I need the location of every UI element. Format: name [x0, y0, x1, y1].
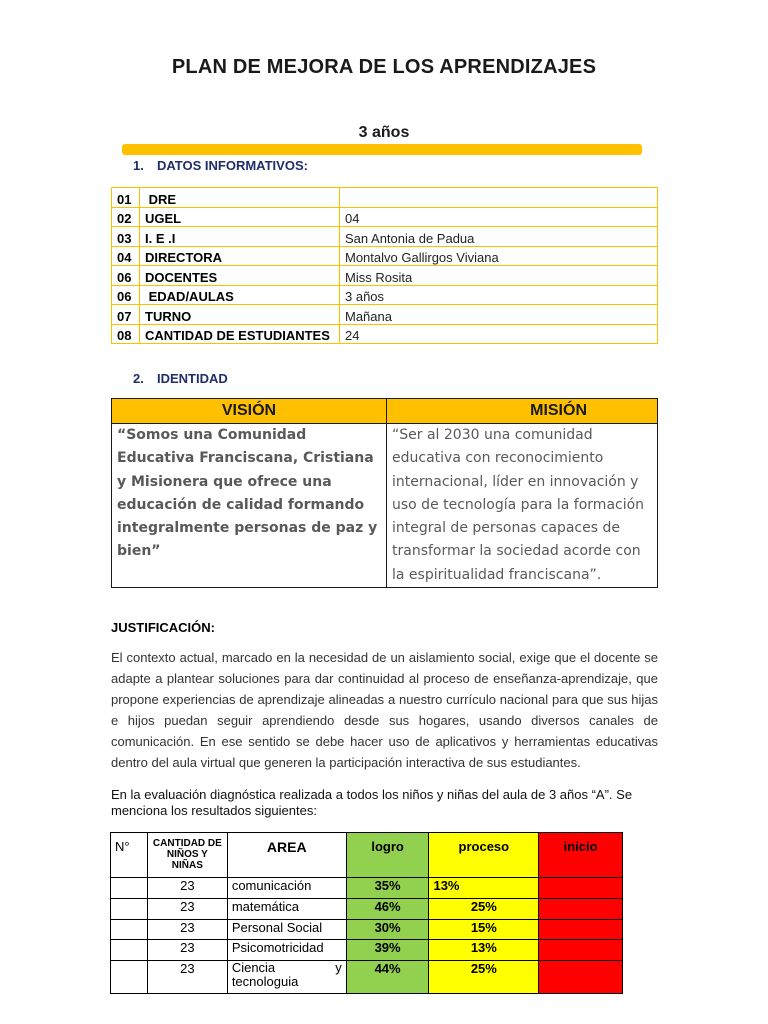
table-row	[112, 227, 658, 247]
section-heading-datos	[133, 158, 308, 173]
cell-cantidad: 23	[147, 878, 227, 899]
document-subtitle: 3 años	[358, 124, 410, 141]
mision-header: MISIÓN	[387, 399, 658, 424]
cell-area: Psicomotricidad	[227, 940, 346, 961]
cell-area: matemática	[227, 898, 346, 919]
row-label: I. E .I	[140, 227, 340, 247]
row-value: 24	[340, 324, 658, 344]
table-row	[112, 207, 658, 227]
row-value: Montalvo Gallirgos Viviana	[340, 246, 658, 266]
cell-inicio	[539, 940, 623, 961]
cell-logro: 30%	[346, 919, 429, 940]
table-row	[111, 898, 623, 919]
cell-logro: 39%	[346, 940, 429, 961]
row-value: Miss Rosita	[340, 266, 658, 286]
row-value	[340, 188, 658, 208]
vision-text: “Somos una Comunidad Educativa Franciscana, Cristiana y Misionera que ofrece una educación de calidad formando integralmente personas de paz y bien”	[112, 424, 387, 588]
cell-area: Ciencia y tecnologuia	[227, 961, 346, 994]
header-cantidad: CANTIDAD DE NIÑOS Y NIÑAS	[147, 833, 227, 878]
header-n: N°	[111, 833, 148, 878]
cell-cantidad: 23	[147, 898, 227, 919]
cell-logro: 44%	[346, 961, 429, 994]
table-row	[111, 919, 623, 940]
cell-logro: 35%	[346, 878, 429, 899]
table-row	[112, 266, 658, 286]
row-label: CANTIDAD DE ESTUDIANTES	[140, 324, 340, 344]
accent-bar	[122, 144, 642, 155]
cell-proceso: 15%	[429, 919, 539, 940]
cell-inicio	[539, 878, 623, 899]
section-number: 2.	[133, 371, 144, 386]
cell-logro: 46%	[346, 898, 429, 919]
table-row	[112, 305, 658, 325]
row-number: 08	[112, 324, 140, 344]
cell-n	[111, 878, 148, 899]
cell-proceso: 13%	[429, 940, 539, 961]
table-row	[112, 324, 658, 344]
row-label: DOCENTES	[140, 266, 340, 286]
row-value: 3 años	[340, 285, 658, 305]
section-heading-identidad	[133, 371, 228, 386]
info-table	[111, 187, 658, 344]
table-row	[111, 878, 623, 899]
results-header-row	[111, 833, 623, 878]
section-label: DATOS INFORMATIVOS:	[157, 158, 308, 173]
cell-n	[111, 940, 148, 961]
header-proceso: proceso	[429, 833, 539, 878]
cell-proceso: 25%	[429, 898, 539, 919]
row-value: Mañana	[340, 305, 658, 325]
table-row	[112, 246, 658, 266]
cell-inicio	[539, 919, 623, 940]
header-inicio: inicio	[539, 833, 623, 878]
row-label: DIRECTORA	[140, 246, 340, 266]
row-value: 04	[340, 207, 658, 227]
row-label: DRE	[140, 188, 340, 208]
cell-n	[111, 898, 148, 919]
cell-proceso: 13%	[429, 878, 539, 899]
cell-cantidad: 23	[147, 940, 227, 961]
table-row	[111, 940, 623, 961]
row-value: San Antonia de Padua	[340, 227, 658, 247]
vision-header: VISIÓN	[112, 399, 387, 424]
evaluacion-paragraph: En la evaluación diagnóstica realizada a todos los niños y niñas del aula de 3 años “A”. Se menciona los resultados siguientes:	[111, 787, 633, 818]
vision-mision-table	[111, 398, 658, 588]
cell-n	[111, 961, 148, 994]
justificacion-paragraph: El contexto actual, marcado en la necesidad de un aislamiento social, exige que el docente se adapte a plantear soluciones para dar continuidad al proceso de enseñanza-aprendizaje, que propone experiencias de aprendizaje alineadas a nuestro currículo nacional para que sus hijas e hijos puedan seguir aprendiendo desde sus hogares, usando diversos canales de comunicación. En ese sentido se debe hacer uso de aplicativos y herramientas educativas dentro del aula virtual que generen la participación interactiva de sus estudiantes.	[111, 650, 658, 770]
row-number: 07	[112, 305, 140, 325]
cell-area: comunicación	[227, 878, 346, 899]
row-number: 06	[112, 285, 140, 305]
cell-inicio	[539, 961, 623, 994]
cell-inicio	[539, 898, 623, 919]
mision-text: “Ser al 2030 una comunidad educativa con reconocimiento internacional, líder en innovación y uso de tecnología para la formación integral de personas capaces de transformar la sociedad acorde con la espiritualidad franciscana”.	[387, 424, 658, 588]
row-label: TURNO	[140, 305, 340, 325]
cell-n	[111, 919, 148, 940]
row-number: 02	[112, 207, 140, 227]
row-number: 01	[112, 188, 140, 208]
document-title: PLAN DE MEJORA DE LOS APRENDIZAJES	[171, 56, 597, 78]
row-number: 03	[112, 227, 140, 247]
row-number: 06	[112, 266, 140, 286]
justificacion-heading: JUSTIFICACIÓN:	[111, 620, 215, 635]
cell-cantidad: 23	[147, 919, 227, 940]
cell-proceso: 25%	[429, 961, 539, 994]
results-table	[110, 832, 623, 994]
table-row	[112, 188, 658, 208]
row-number: 04	[112, 246, 140, 266]
header-area: AREA	[227, 833, 346, 878]
table-row	[111, 961, 623, 994]
row-label: UGEL	[140, 207, 340, 227]
section-number: 1.	[133, 158, 144, 173]
header-logro: logro	[346, 833, 429, 878]
cell-cantidad: 23	[147, 961, 227, 994]
section-label: IDENTIDAD	[157, 371, 228, 386]
cell-area: Personal Social	[227, 919, 346, 940]
row-label: EDAD/AULAS	[140, 285, 340, 305]
table-row	[112, 285, 658, 305]
